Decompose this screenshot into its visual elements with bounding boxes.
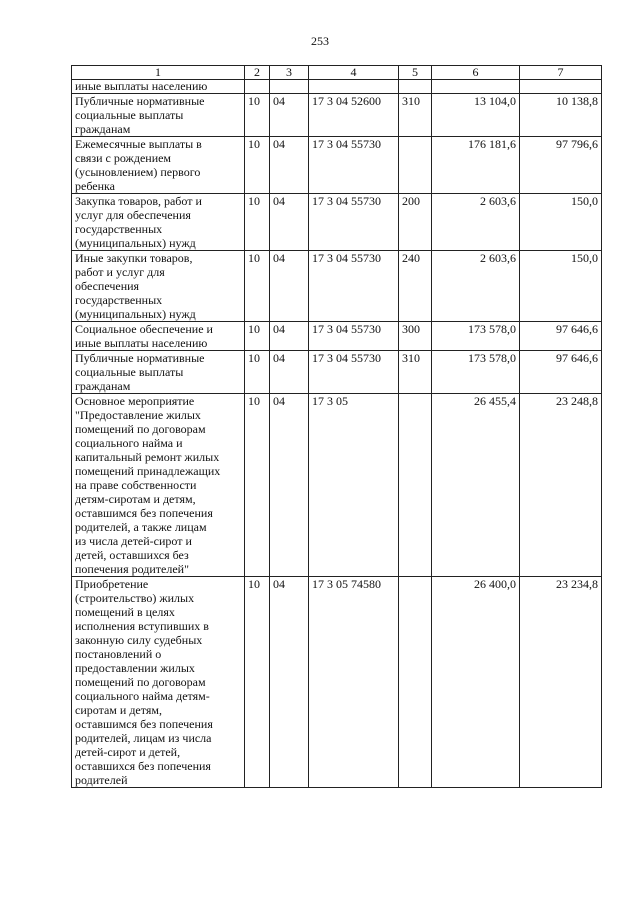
row-amount-col-7: 23 248,8 xyxy=(520,394,602,577)
row-expense-type: 300 xyxy=(399,322,432,351)
row-name: Публичные нормативные социальные выплаты гражданам xyxy=(72,351,245,394)
row-section: 10 xyxy=(245,194,270,251)
table-row xyxy=(72,251,602,322)
row-amount-col-7: 97 646,6 xyxy=(520,351,602,394)
row-target-article: 17 3 04 55730 xyxy=(309,322,399,351)
row-subsection: 04 xyxy=(270,94,309,137)
row-expense-type: 310 xyxy=(399,94,432,137)
row-expense-type: 240 xyxy=(399,251,432,322)
row-amount-col-6: 173 578,0 xyxy=(432,351,520,394)
row-amount-col-7: 150,0 xyxy=(520,251,602,322)
row-amount-col-7: 23 234,8 xyxy=(520,577,602,788)
row-name: Закупка товаров, работ и услуг для обеспечения государственных (муниципальных) нужд xyxy=(72,194,245,251)
header-row xyxy=(72,66,602,80)
row-section: 10 xyxy=(245,137,270,194)
row-amount-col-6: 2 603,6 xyxy=(432,194,520,251)
row-name: Основное мероприятие "Предоставление жилых помещений по договорам социального найма и капитальный ремонт жилых помещений принадлежащих на праве собственности детям-сиротам и детям, оставшимся без попечения родителей, а также лицам из числа детей-сирот и детей, оставшихся без попечения родителей" xyxy=(72,394,245,577)
row-amount-col-6: 13 104,0 xyxy=(432,94,520,137)
header-col-1: 1 xyxy=(72,66,245,80)
row-subsection: 04 xyxy=(270,351,309,394)
row-subsection: 04 xyxy=(270,251,309,322)
header-col-5: 5 xyxy=(399,66,432,80)
page-number: 253 xyxy=(311,34,329,48)
row-name: Социальное обеспечение и иные выплаты населению xyxy=(72,322,245,351)
row-subsection: 04 xyxy=(270,394,309,577)
row-col-4 xyxy=(309,80,399,94)
table-row xyxy=(72,194,602,251)
row-col-6 xyxy=(432,80,520,94)
row-amount-col-7: 97 796,6 xyxy=(520,137,602,194)
row-expense-type xyxy=(399,577,432,788)
row-section: 10 xyxy=(245,94,270,137)
row-section: 10 xyxy=(245,394,270,577)
row-target-article: 17 3 04 55730 xyxy=(309,351,399,394)
header-col-7: 7 xyxy=(520,66,602,80)
row-expense-type xyxy=(399,137,432,194)
row-name: Приобретение (строительство) жилых помещений в целях исполнения вступивших в законную силу судебных постановлений о предоставлении жилых помещений по договорам социального найма детям- сиротам и детям, оставшимся без попечения родителей, лицам из числа детей-сирот и детей, оставшихся без попечения родителей xyxy=(72,577,245,788)
header-col-2: 2 xyxy=(245,66,270,80)
row-target-article: 17 3 04 52600 xyxy=(309,94,399,137)
row-target-article: 17 3 04 55730 xyxy=(309,251,399,322)
row-section: 10 xyxy=(245,322,270,351)
row-amount-col-6: 2 603,6 xyxy=(432,251,520,322)
row-amount-col-6: 176 181,6 xyxy=(432,137,520,194)
header-col-6: 6 xyxy=(432,66,520,80)
table-row xyxy=(72,577,602,788)
row-subsection: 04 xyxy=(270,137,309,194)
table-row xyxy=(72,94,602,137)
table-row xyxy=(72,322,602,351)
row-subsection: 04 xyxy=(270,322,309,351)
row-subsection: 04 xyxy=(270,194,309,251)
row-col-5 xyxy=(399,80,432,94)
row-amount-col-6: 173 578,0 xyxy=(432,322,520,351)
row-amount-col-6: 26 455,4 xyxy=(432,394,520,577)
row-col-7 xyxy=(520,80,602,94)
row-col-3 xyxy=(270,80,309,94)
table-row xyxy=(72,137,602,194)
row-expense-type: 310 xyxy=(399,351,432,394)
row-target-article: 17 3 05 xyxy=(309,394,399,577)
continuation-row xyxy=(72,80,602,94)
row-amount-col-6: 26 400,0 xyxy=(432,577,520,788)
row-name: Ежемесячные выплаты в связи с рождением (усыновлением) первого ребенка xyxy=(72,137,245,194)
row-expense-type xyxy=(399,394,432,577)
row-section: 10 xyxy=(245,251,270,322)
row-target-article: 17 3 04 55730 xyxy=(309,194,399,251)
row-section: 10 xyxy=(245,351,270,394)
row-amount-col-7: 150,0 xyxy=(520,194,602,251)
row-amount-col-7: 10 138,8 xyxy=(520,94,602,137)
row-subsection: 04 xyxy=(270,577,309,788)
row-col-2 xyxy=(245,80,270,94)
row-expense-type: 200 xyxy=(399,194,432,251)
row-name: Иные закупки товаров, работ и услуг для обеспечения государственных (муниципальных) нужд xyxy=(72,251,245,322)
row-target-article: 17 3 04 55730 xyxy=(309,137,399,194)
row-amount-col-7: 97 646,6 xyxy=(520,322,602,351)
row-name: Публичные нормативные социальные выплаты гражданам xyxy=(72,94,245,137)
budget-table xyxy=(71,65,602,788)
row-target-article: 17 3 05 74580 xyxy=(309,577,399,788)
row-name: иные выплаты населению xyxy=(72,80,245,94)
header-col-4: 4 xyxy=(309,66,399,80)
row-section: 10 xyxy=(245,577,270,788)
table-row xyxy=(72,351,602,394)
table-row xyxy=(72,394,602,577)
header-col-3: 3 xyxy=(270,66,309,80)
